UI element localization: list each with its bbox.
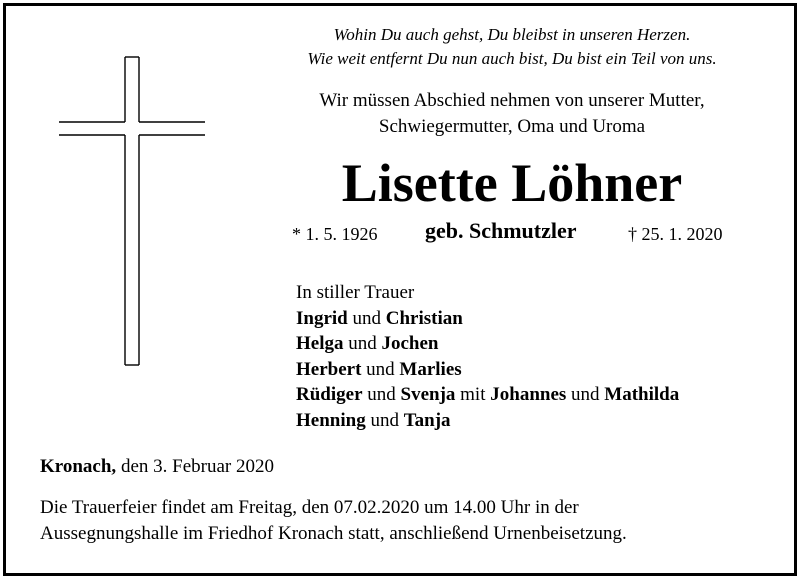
mourner-name: Jochen <box>381 333 439 355</box>
service-line: Aussegnungshalle im Friedhof Kronach statt, anschließend Urnenbeisetzung. <box>40 523 627 544</box>
connector-word: und <box>352 307 381 329</box>
farewell-line: Schwiegermutter, Oma und Uroma <box>378 116 646 137</box>
connector-word: und <box>571 384 600 406</box>
death-date: † 25. 1. 2020 <box>628 224 723 244</box>
maiden-name: geb. Schmutzler <box>425 218 577 243</box>
funeral-service-info <box>40 495 760 547</box>
mourner-row <box>296 331 679 357</box>
mourner-row <box>296 357 679 383</box>
poem-line: Wohin Du auch gehst, Du bleibst in unseren Herzen. <box>333 25 691 44</box>
connector-word: mit <box>460 384 486 406</box>
mourner-name: Henning <box>296 409 366 431</box>
mourner-name: Rüdiger <box>296 384 363 406</box>
mourner-name: Tanja <box>403 409 451 431</box>
mourner-row <box>296 408 679 434</box>
memorial-poem <box>262 23 762 71</box>
farewell-text <box>262 88 762 140</box>
mourner-name: Christian <box>385 307 463 329</box>
mourner-name: Herbert <box>296 358 362 380</box>
mourner-name: Johannes <box>490 384 567 406</box>
birth-date: * 1. 5. 1926 <box>292 224 378 244</box>
notice-date: den 3. Februar 2020 <box>120 456 274 477</box>
deceased-name: Lisette Löhner <box>341 153 683 213</box>
mourner-name: Helga <box>296 333 344 355</box>
mourner-row <box>296 382 679 408</box>
connector-word: und <box>370 409 399 431</box>
service-line: Die Trauerfeier findet am Freitag, den 07.02.2020 um 14.00 Uhr in der <box>40 497 579 518</box>
connector-word: und <box>366 358 395 380</box>
mourner-name: Svenja <box>400 384 456 406</box>
mourner-name: Ingrid <box>296 307 348 329</box>
mourners-heading: In stiller Trauer <box>296 282 415 303</box>
mourners-list <box>296 280 679 434</box>
mourner-row <box>296 306 679 332</box>
farewell-line: Wir müssen Abschied nehmen von unserer Mutter, <box>319 90 705 111</box>
connector-word: und <box>348 333 377 355</box>
mourner-name: Marlies <box>399 358 462 380</box>
connector-word: und <box>367 384 396 406</box>
mourner-name: Mathilda <box>604 384 680 406</box>
place-date <box>40 456 274 478</box>
poem-line: Wie weit entfernt Du nun auch bist, Du bist ein Teil von uns. <box>307 49 717 68</box>
place-name: Kronach, <box>40 456 117 477</box>
